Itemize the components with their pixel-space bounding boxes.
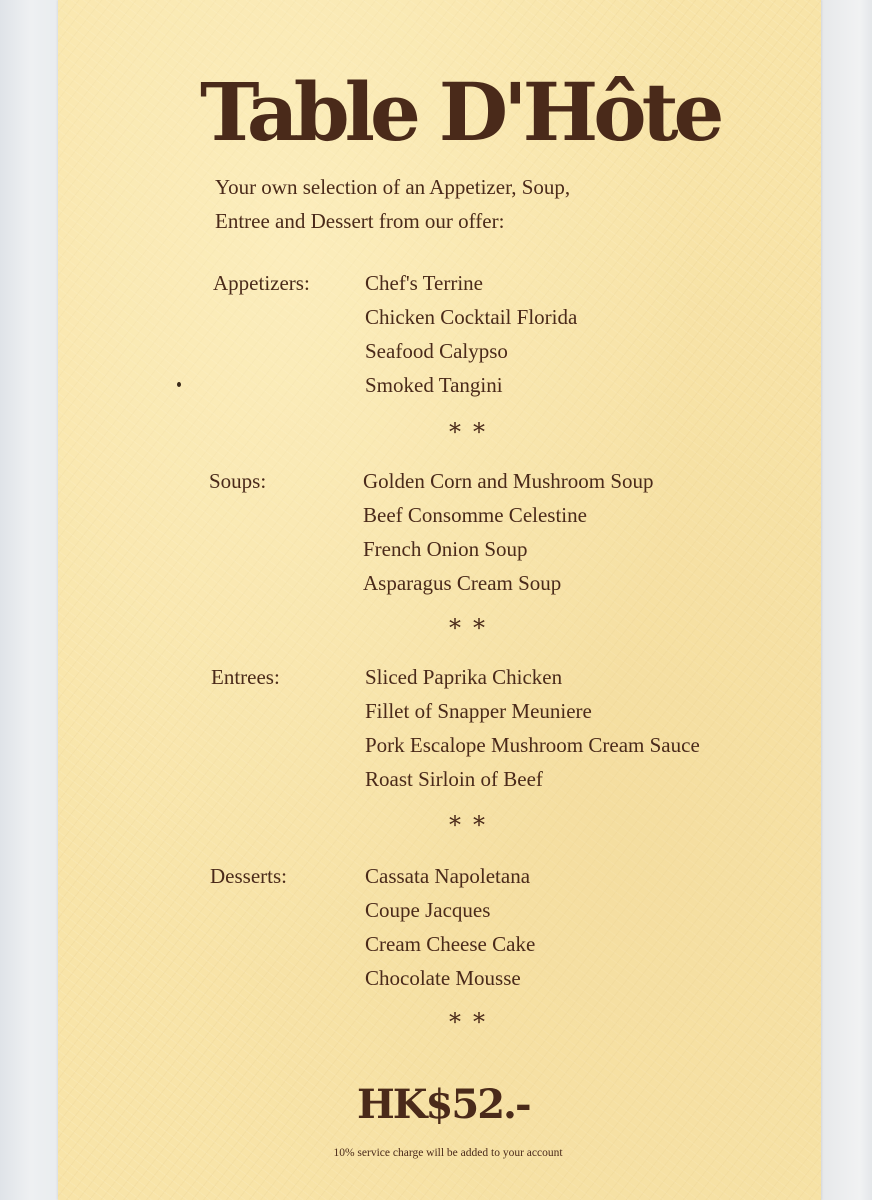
section-label-entrees: Entrees: (211, 665, 280, 689)
menu-item: Fillet of Snapper Meuniere (365, 699, 592, 723)
menu-item: Asparagus Cream Soup (363, 571, 562, 595)
menu-item: Smoked Tangini (365, 373, 503, 397)
menu-item: Beef Consomme Celestine (363, 503, 587, 527)
menu-item: Seafood Calypso (365, 339, 508, 363)
menu-item: Chicken Cocktail Florida (365, 305, 578, 329)
menu-item: Cassata Napoletana (365, 864, 531, 888)
section-items-entrees (365, 660, 700, 796)
section-separator: ** (449, 418, 497, 446)
scanner-background-right (820, 0, 872, 1200)
menu-item: Cream Cheese Cake (365, 932, 536, 956)
intro-line-2: Entree and Dessert from our offer: (215, 209, 505, 233)
paper-speck (177, 382, 181, 387)
menu-item: Golden Corn and Mushroom Soup (363, 469, 654, 493)
menu-price: HK$52.- (357, 1081, 530, 1128)
menu-item: French Onion Soup (363, 537, 528, 561)
menu-item: Chocolate Mousse (365, 966, 521, 990)
section-items-appetizers (365, 266, 577, 402)
menu-item: Chef's Terrine (365, 271, 483, 295)
section-label-desserts: Desserts: (210, 864, 287, 888)
service-charge-note: 10% service charge will be added to your account (333, 1147, 563, 1159)
menu-item: Coupe Jacques (365, 898, 491, 922)
section-label-soups: Soups: (209, 469, 267, 493)
section-label-appetizers: Appetizers: (213, 271, 310, 295)
intro-line-1: Your own selection of an Appetizer, Soup, (215, 175, 571, 199)
menu-title: Table D'Hôte (200, 65, 720, 159)
section-items-desserts (365, 859, 535, 995)
section-separator: ** (449, 614, 497, 642)
section-items-soups (363, 464, 654, 600)
menu-item: Roast Sirloin of Beef (365, 767, 543, 791)
menu-item: Pork Escalope Mushroom Cream Sauce (365, 733, 700, 757)
menu-item: Sliced Paprika Chicken (365, 665, 563, 689)
section-separator: ** (449, 811, 497, 839)
menu-intro (215, 170, 735, 238)
section-separator: ** (449, 1008, 497, 1036)
menu-card (58, 0, 821, 1200)
